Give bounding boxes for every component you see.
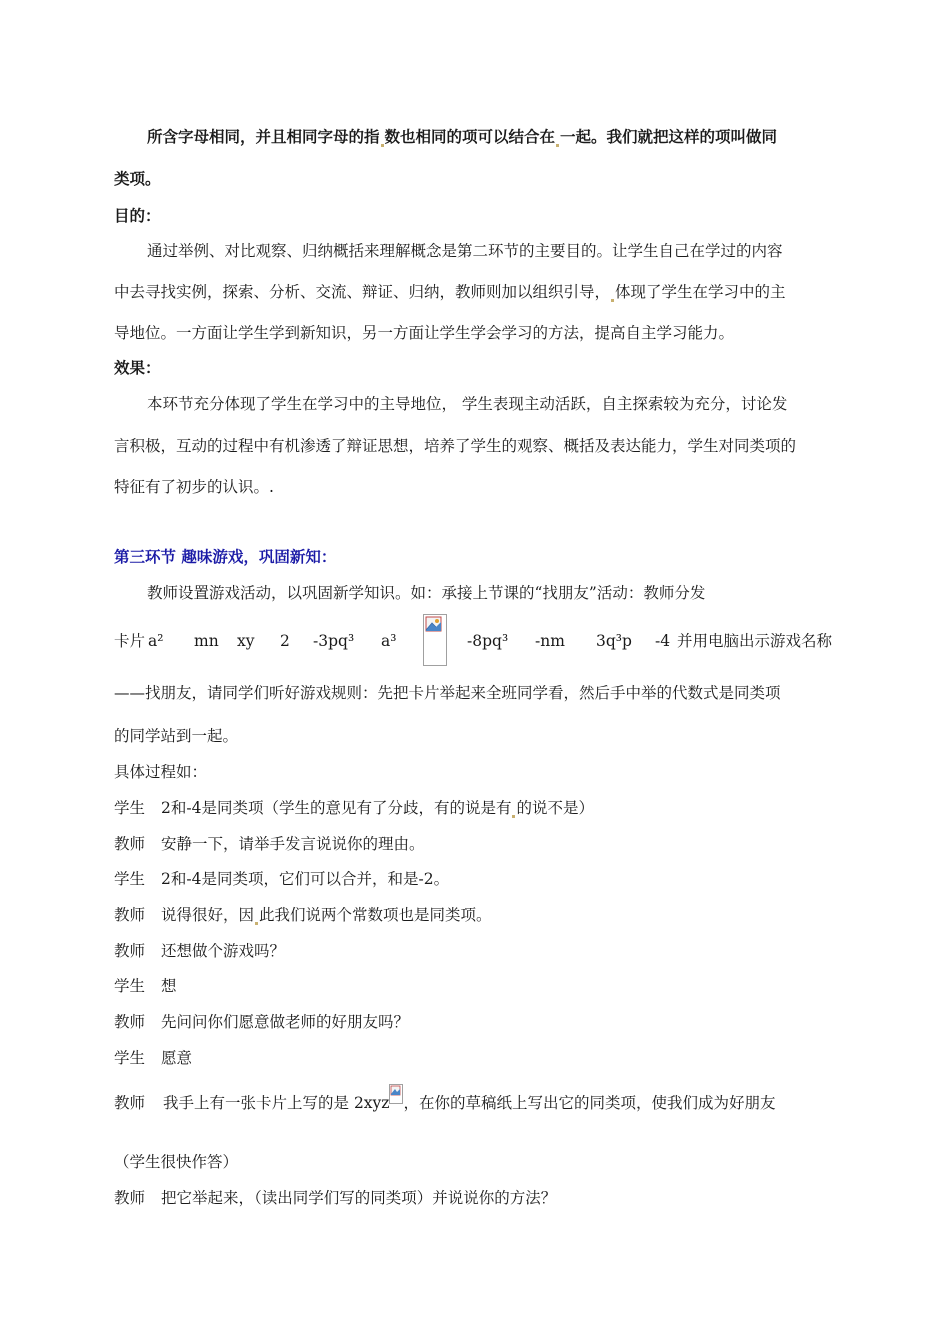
dialogue-role: 教师 <box>114 1189 146 1207</box>
dialogue-role: 学生 <box>114 799 146 817</box>
card-item: a³ <box>381 632 397 650</box>
dialogue-text: 此我们说两个常数项也是同类项。 <box>259 906 492 924</box>
section3-heading: 第三环节 趣味游戏，巩固新知： <box>114 548 337 566</box>
card-item: -3pq³ <box>313 632 355 650</box>
card-item: a² <box>148 632 164 650</box>
broken-image-icon <box>423 614 447 666</box>
dialogue-row <box>114 976 177 996</box>
para1-line2: 类项。 <box>114 170 161 188</box>
dialogue-row <box>114 1090 776 1113</box>
rule-line2: 的同学站到一起。 <box>114 727 239 745</box>
dialogue-text: 2和-4是同类项，它们可以合并，和是-2。 <box>161 870 450 888</box>
para1-text-a: 所含字母相同，并且相同字母的指 <box>147 128 380 146</box>
para1-line1 <box>147 127 777 147</box>
card-item: xy <box>237 632 255 650</box>
rule-line1: ——找朋友，请同学们听好游戏规则：先把卡片举起来全班同学看，然后手中举的代数式是同类项 <box>114 684 781 702</box>
effect-line1: 本环节充分体现了学生在学习中的主导地位， 学生表现主动活跃，自主探索较为充分，讨论发 <box>147 395 788 413</box>
dialogue-text: 说得很好，因 <box>161 906 255 924</box>
purpose-line2-b: 体现了学生在学习中的主 <box>615 283 786 301</box>
dialogue-role: 教师 <box>114 942 146 960</box>
dialogue-role: 教师 <box>114 835 146 853</box>
dialogue-role: 教师 <box>114 1013 146 1031</box>
effect-line3: 特征有了初步的认识。. <box>114 478 274 496</box>
dialogue-role: 教师 <box>114 906 146 924</box>
dialogue-role: 教师 <box>114 1094 146 1112</box>
effect-heading: 效果： <box>114 359 161 377</box>
dialogue-text: 愿意 <box>161 1049 193 1067</box>
dialogue-row <box>114 905 492 925</box>
card-item: -8pq³ <box>467 632 509 650</box>
dialogue-row <box>114 834 425 854</box>
card-item: mn <box>194 632 219 650</box>
dialogue-row <box>114 798 594 818</box>
marker-dot <box>255 922 258 925</box>
dialogue-text: 的说不是） <box>516 799 594 817</box>
dialogue-role: 学生 <box>114 870 146 888</box>
purpose-line2-a: 中去寻找实例，探索、分析、交流、辩证、归纳，教师则加以组织引导， <box>114 283 611 301</box>
para1-text-b: 数也相同的项可以结合在 <box>384 128 556 146</box>
dialogue-text: 安静一下，请举手发言说说你的理由。 <box>161 835 425 853</box>
dialogue-role: 学生 <box>114 1049 146 1067</box>
answer-note: （学生很快作答） <box>114 1153 239 1171</box>
broken-image-icon <box>389 1084 403 1104</box>
dialogue-text: 2和-4是同类项（学生的意见有了分歧，有的说是有 <box>161 799 512 817</box>
dialogue-role: 学生 <box>114 977 146 995</box>
dialogue-text: 先问问你们愿意做老师的好朋友吗？ <box>161 1013 410 1031</box>
dialogue-text: 还想做个游戏吗？ <box>161 942 286 960</box>
purpose-line3: 导地位。一方面让学生学到新知识，另一方面让学生学会学习的方法，提高自主学习能力。 <box>114 324 735 342</box>
dialogue-row <box>114 1188 556 1208</box>
card-item: -4 <box>655 632 671 650</box>
effect-line2: 言积极，互动的过程中有机渗透了辩证思想，培养了学生的观察、概括及表达能力，学生对同类项的 <box>114 437 797 455</box>
dialogue-row <box>114 869 449 889</box>
dialogue-row <box>114 1048 192 1068</box>
marker-dot <box>381 144 384 147</box>
card-item: 2 <box>280 632 290 650</box>
card-item: 3q³p <box>596 632 632 650</box>
dialogue-text: 把它举起来，（读出同学们写的同类项）并说说你的方法？ <box>161 1189 557 1207</box>
cards-label: 卡片 <box>114 632 146 650</box>
dialogue-text: 想 <box>161 977 177 995</box>
process-label: 具体过程如： <box>114 763 208 781</box>
dialogue-text: 我手上有一张卡片上写的是 2xyz <box>163 1094 390 1112</box>
marker-dot <box>611 299 614 302</box>
cards-tail: 并用电脑出示游戏名称 <box>677 632 833 650</box>
para1-text-c: 一起。我们就把这样的项叫做同 <box>560 128 778 146</box>
dialogue-text: ，在你的草稿纸上写出它的同类项，使我们成为好朋友 <box>403 1094 776 1112</box>
card-item: -nm <box>535 632 565 650</box>
purpose-heading: 目的： <box>114 207 161 225</box>
dialogue-row <box>114 941 285 961</box>
section3-intro: 教师设置游戏活动，以巩固新学知识。如：承接上节课的“找朋友”活动：教师分发 <box>147 584 706 602</box>
purpose-line1: 通过举例、对比观察、归纳概括来理解概念是第二环节的主要目的。让学生自己在学过的内容 <box>147 242 783 260</box>
dialogue-row <box>114 1012 409 1032</box>
purpose-line2 <box>114 282 786 302</box>
marker-dot <box>556 144 559 147</box>
